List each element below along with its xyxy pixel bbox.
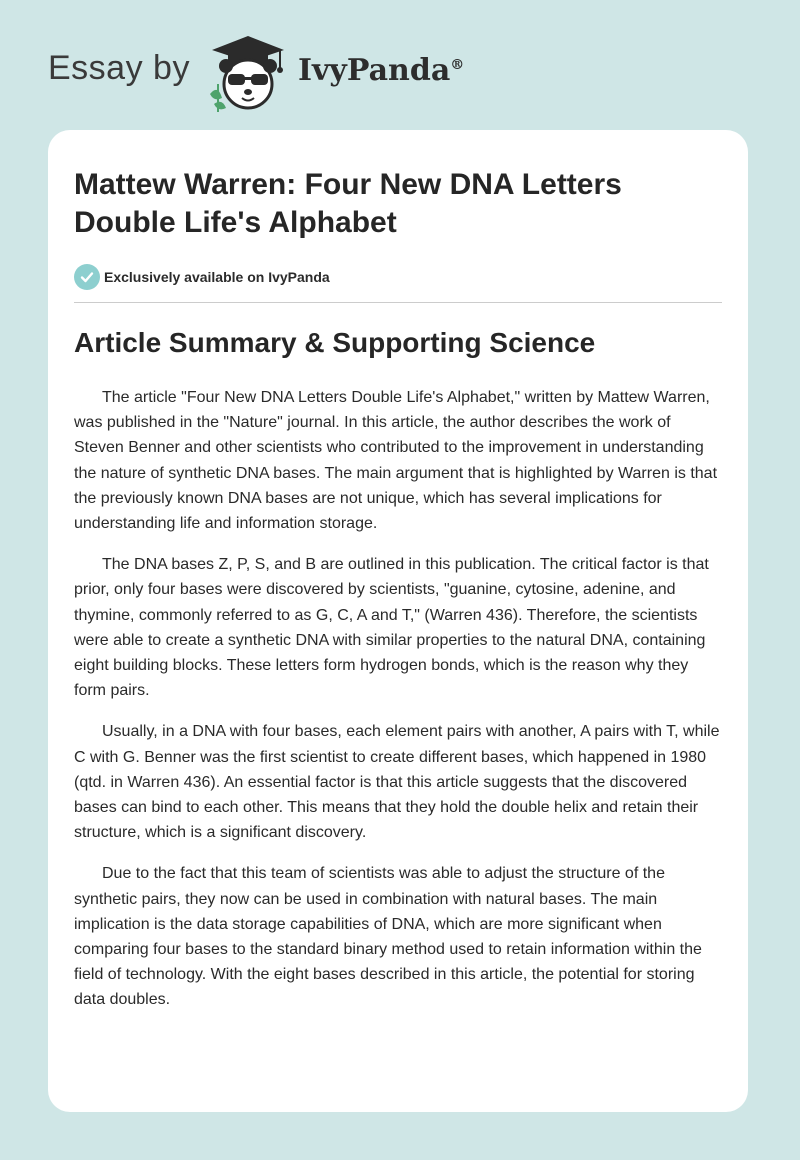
article-card bbox=[48, 130, 748, 1112]
article-body bbox=[74, 385, 724, 1029]
divider bbox=[74, 302, 722, 303]
paragraph: Due to the fact that this team of scientists was able to adjust the structure of the synthetic pairs, they now can be used in combination with natural bases. The main implication is the data storage capabilities of DNA, which are more significant when comparing four bases to the standard binary method used to retain information within the field of technology. With the eight bases described in this article, the potential for storing data doubles. bbox=[74, 865, 702, 1009]
brand-header[interactable] bbox=[48, 32, 464, 112]
panda-graduate-icon bbox=[204, 32, 292, 112]
paragraph: Usually, in a DNA with four bases, each element pairs with another, A pairs with T, while C with G. Benner was the first scientist to create different bases, which happened in 1980 (qtd. in Warren 436). An essential factor is that this article suggests that the discovered bases can bind to each other. This means that they hold the double helix and retain their structure, which is a significant discovery. bbox=[74, 723, 720, 842]
exclusive-badge bbox=[74, 264, 330, 290]
section-title: Article Summary & Supporting Science bbox=[74, 327, 596, 358]
paragraph: The article "Four New DNA Letters Double Life's Alphabet," written by Mattew Warren, was published in the "Nature" journal. In this article, the author describes the work of Steven Benner and other scientists who contributed to the improvement in understanding the nature of synthetic DNA bases. The main argument that is highlighted by Warren is that the previously known DNA bases are not unique, which has several implications for understanding life and information storage. bbox=[74, 389, 718, 533]
brand-prefix: Essay by bbox=[48, 48, 190, 87]
paragraph: The DNA bases Z, P, S, and B are outlined in this publication. The critical factor is that prior, only four bases were discovered by scientists, "guanine, cytosine, adenine, and thymine, commonly referred to as G, C, A and T," (Warren 436). Therefore, the scientists were able to create a synthetic DNA with similar properties to the natural DNA, containing eight building blocks. These letters form hydrogen bonds, which is the reason why they form pairs. bbox=[74, 556, 709, 700]
brand-name: IvyPanda® bbox=[297, 52, 465, 88]
exclusive-label: Exclusively available on IvyPanda bbox=[104, 269, 330, 285]
check-circle-icon bbox=[74, 264, 100, 290]
page-title: Mattew Warren: Four New DNA Letters Double Life's Alphabet bbox=[74, 168, 622, 239]
